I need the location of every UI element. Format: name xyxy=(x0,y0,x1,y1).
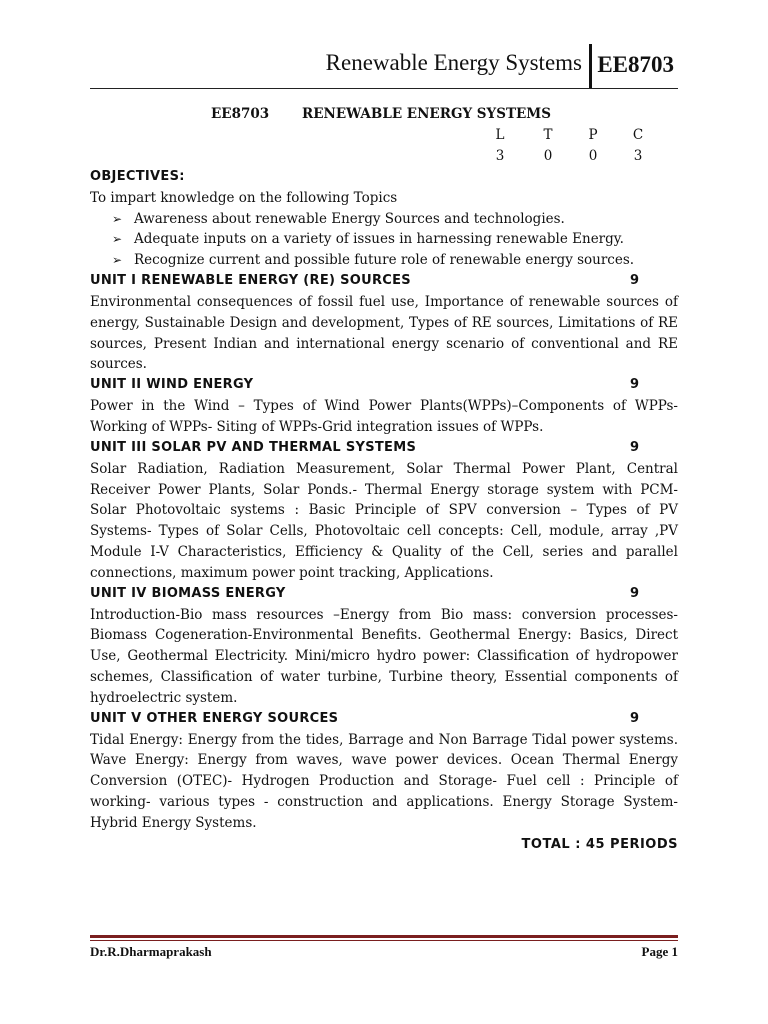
unit-description: Introduction-Bio mass resources –Energy from Bio mass: conversion processes-Biomass Cogeneration-Environmental Benefits. Geothermal Energy: Basics, Direct Use, Geothermal Electricity. Mini/micro hydro power: Classification of hydropower schemes, Classification of water turbine, Turbine theory, Essential components of hydroelectric system. xyxy=(90,606,678,706)
unit-hours: 9 xyxy=(630,439,640,455)
page-header xyxy=(90,40,678,89)
arrow-bullet-icon: ➢ xyxy=(112,253,123,268)
ltpc-value-t: 0 xyxy=(543,148,553,164)
footer-page-number: Page 1 xyxy=(641,944,678,959)
syllabus-content xyxy=(90,104,678,855)
header-course-code: EE8703 xyxy=(597,52,674,77)
ltpc-value-l: 3 xyxy=(495,148,505,164)
objectives-list xyxy=(90,209,678,271)
course-title-line xyxy=(90,104,678,125)
course-code: EE8703 xyxy=(211,106,270,122)
unit-heading xyxy=(90,271,678,292)
objectives-intro: To impart knowledge on the following Topics xyxy=(90,189,398,206)
objective-text: Awareness about renewable Energy Sources and technologies. xyxy=(134,210,565,227)
unit-description: Environmental consequences of fossil fuel use, Importance of renewable sources of energy, Sustainable Design and development, Types of RE sources, Limitations of RE sources, Present Indian and international energy scenario of conventional and RE sources. xyxy=(90,293,678,373)
unit-hours: 9 xyxy=(630,377,640,393)
ltpc-value-p: 0 xyxy=(588,148,598,164)
objective-item xyxy=(112,229,678,250)
ltpc-label-p: P xyxy=(588,127,598,143)
unit-title: UNIT I RENEWABLE ENERGY (RE) SOURCES xyxy=(90,272,411,288)
total-periods: TOTAL : 45 PERIODS xyxy=(521,836,678,852)
arrow-bullet-icon: ➢ xyxy=(112,211,123,226)
header-separator xyxy=(589,44,592,88)
ltpc-values xyxy=(90,146,678,167)
arrow-bullet-icon: ➢ xyxy=(112,232,123,247)
unit-description: Solar Radiation, Radiation Measurement, Solar Thermal Power Plant, Central Receiver Power Plants, Solar Ponds.- Thermal Energy storage system with PCM- Solar Photovoltaic systems : Basic Principle of SPV conversion – Types of PV Systems- Types of Solar Cells, Photovoltaic cell concepts: Cell, module, array ,PV Module I-V Characteristics, Efficiency & Quality of the Cell, series and parallel connections, maximum power point tracking, Applications. xyxy=(90,460,678,581)
objective-item xyxy=(112,250,678,271)
unit-description: Power in the Wind – Types of Wind Power Plants(WPPs)–Components of WPPs-Working of WPPs- Siting of WPPs-Grid integration issues of WPPs. xyxy=(90,398,678,435)
footer-rule xyxy=(90,935,678,938)
objective-text: Recognize current and possible future role of renewable energy sources. xyxy=(134,252,635,269)
objectives-heading: OBJECTIVES: xyxy=(90,169,185,184)
unit-heading xyxy=(90,584,678,605)
unit-heading xyxy=(90,438,678,459)
unit-title: UNIT V OTHER ENERGY SOURCES xyxy=(90,710,339,726)
header-title: Renewable Energy Systems xyxy=(325,50,582,75)
footer-author: Dr.R.Dharmaprakash xyxy=(90,944,212,959)
ltpc-label-c: C xyxy=(632,127,644,143)
unit-title: UNIT III SOLAR PV AND THERMAL SYSTEMS xyxy=(90,439,417,455)
unit-title: UNIT IV BIOMASS ENERGY xyxy=(90,585,286,601)
unit-description: Tidal Energy: Energy from the tides, Barrage and Non Barrage Tidal power systems. Wave Energy: Energy from waves, wave power devices. Ocean Thermal Energy Conversion (OTEC)- Hydrogen Production and Storage- Fuel cell : Principle of working- various types - construction and applications. Energy Storage System- Hybrid Energy Systems. xyxy=(90,731,678,831)
unit-heading xyxy=(90,709,678,730)
course-title: RENEWABLE ENERGY SYSTEMS xyxy=(302,106,551,122)
unit-heading xyxy=(90,375,678,396)
objective-item xyxy=(112,209,678,230)
ltpc-value-c: 3 xyxy=(633,148,643,164)
footer-rule xyxy=(90,940,678,941)
unit-hours: 9 xyxy=(630,710,640,726)
unit-title: UNIT II WIND ENERGY xyxy=(90,377,254,393)
unit-hours: 9 xyxy=(630,272,640,288)
ltpc-label-l: L xyxy=(495,127,505,143)
unit-hours: 9 xyxy=(630,585,640,601)
objective-text: Adequate inputs on a variety of issues in harnessing renewable Energy. xyxy=(134,231,624,248)
ltpc-labels xyxy=(90,125,678,146)
ltpc-label-t: T xyxy=(543,127,553,143)
